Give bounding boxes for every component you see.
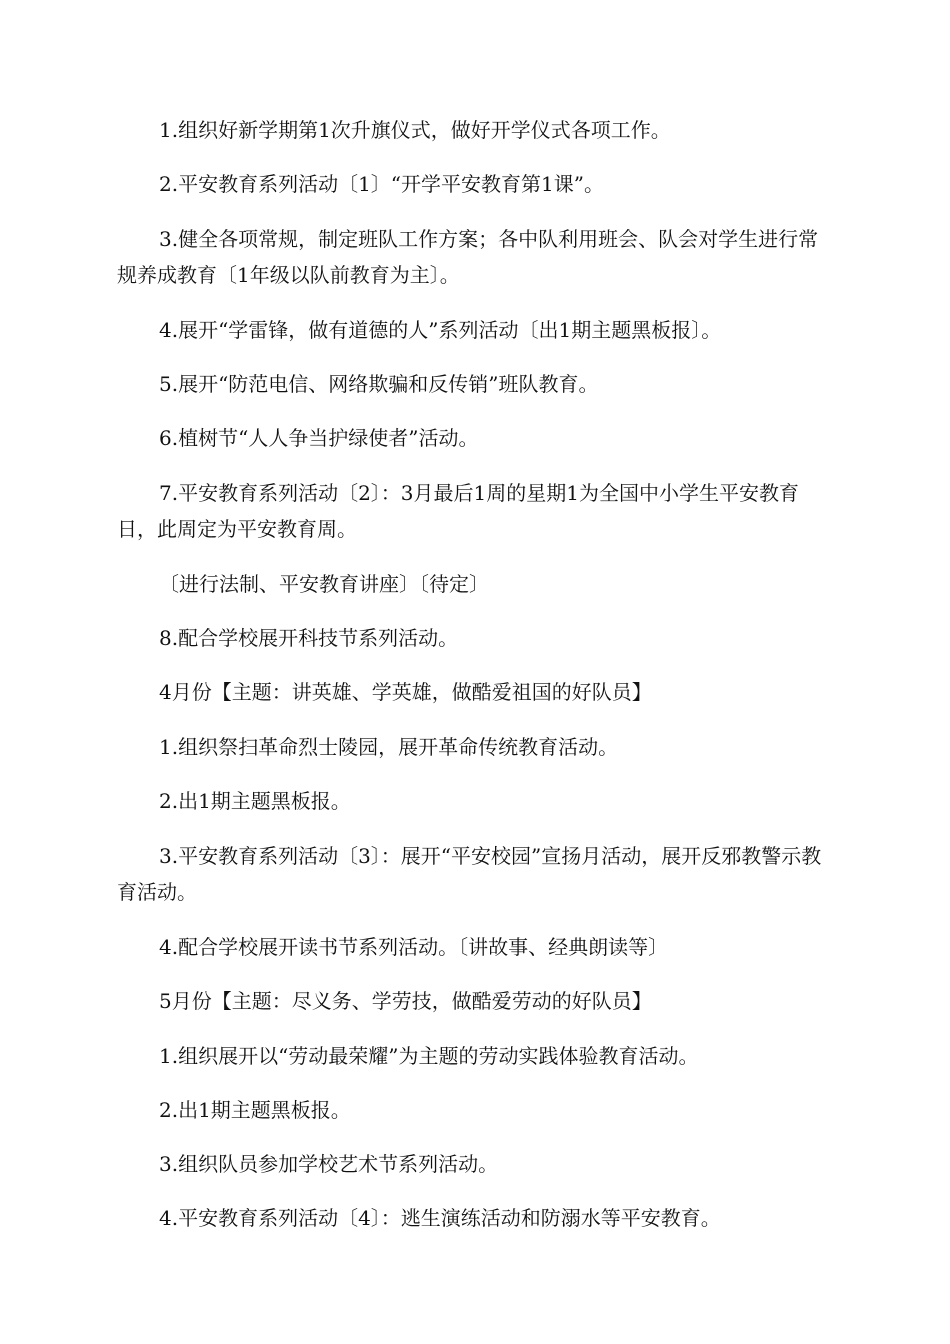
- paragraph-15: 2.出1期主题黑板报。: [159, 1098, 351, 1122]
- section-heading-april: 4月份【主题：讲英雄、学英雄，做酷爱祖国的好队员】: [159, 680, 652, 704]
- paragraph-9: 8.配合学校展开科技节系列活动。: [159, 626, 459, 650]
- paragraph-11: 2.出1期主题黑板报。: [159, 789, 351, 813]
- paragraph-1: 1.组织好新学期第1次升旗仪式，做好开学仪式各项工作。: [159, 118, 671, 142]
- paragraph-4: 4.展开“学雷锋，做有道德的人”系列活动〔出1期主题黑板报〕。: [159, 318, 722, 342]
- section-heading-may: 5月份【主题：尽义务、学劳技，做酷爱劳动的好队员】: [159, 989, 652, 1013]
- paragraph-17: 4.平安教育系列活动〔4〕：逃生演练活动和防溺水等平安教育。: [159, 1206, 721, 1230]
- paragraph-5: 5.展开“防范电信、网络欺骗和反传销”班队教育。: [159, 372, 599, 396]
- paragraph-2: 2.平安教育系列活动〔1〕“开学平安教育第1课”。: [159, 172, 604, 196]
- paragraph-16: 3.组织队员参加学校艺术节系列活动。: [159, 1152, 499, 1176]
- paragraph-10: 1.组织祭扫革命烈士陵园，展开革命传统教育活动。: [159, 735, 619, 759]
- paragraph-8: 〔进行法制、平安教育讲座〕〔待定〕: [159, 572, 489, 596]
- paragraph-12: 3.平安教育系列活动〔3〕：展开“平安校园”宣扬月活动，展开反邪教警示教育活动。: [117, 844, 822, 904]
- paragraph-3: 3.健全各项常规，制定班队工作方案；各中队利用班会、队会对学生进行常规养成教育〔1年级以队前教育为主〕。: [117, 227, 819, 287]
- paragraph-13: 4.配合学校展开读书节系列活动。〔讲故事、经典朗读等〕: [159, 935, 669, 959]
- paragraph-7: 7.平安教育系列活动〔2〕：3月最后1周的星期1为全国中小学生平安教育日，此周定为平安教育周。: [117, 481, 799, 541]
- paragraph-6: 6.植树节“人人争当护绿使者”活动。: [159, 426, 479, 450]
- paragraph-14: 1.组织展开以“劳动最荣耀”为主题的劳动实践体验教育活动。: [159, 1044, 699, 1068]
